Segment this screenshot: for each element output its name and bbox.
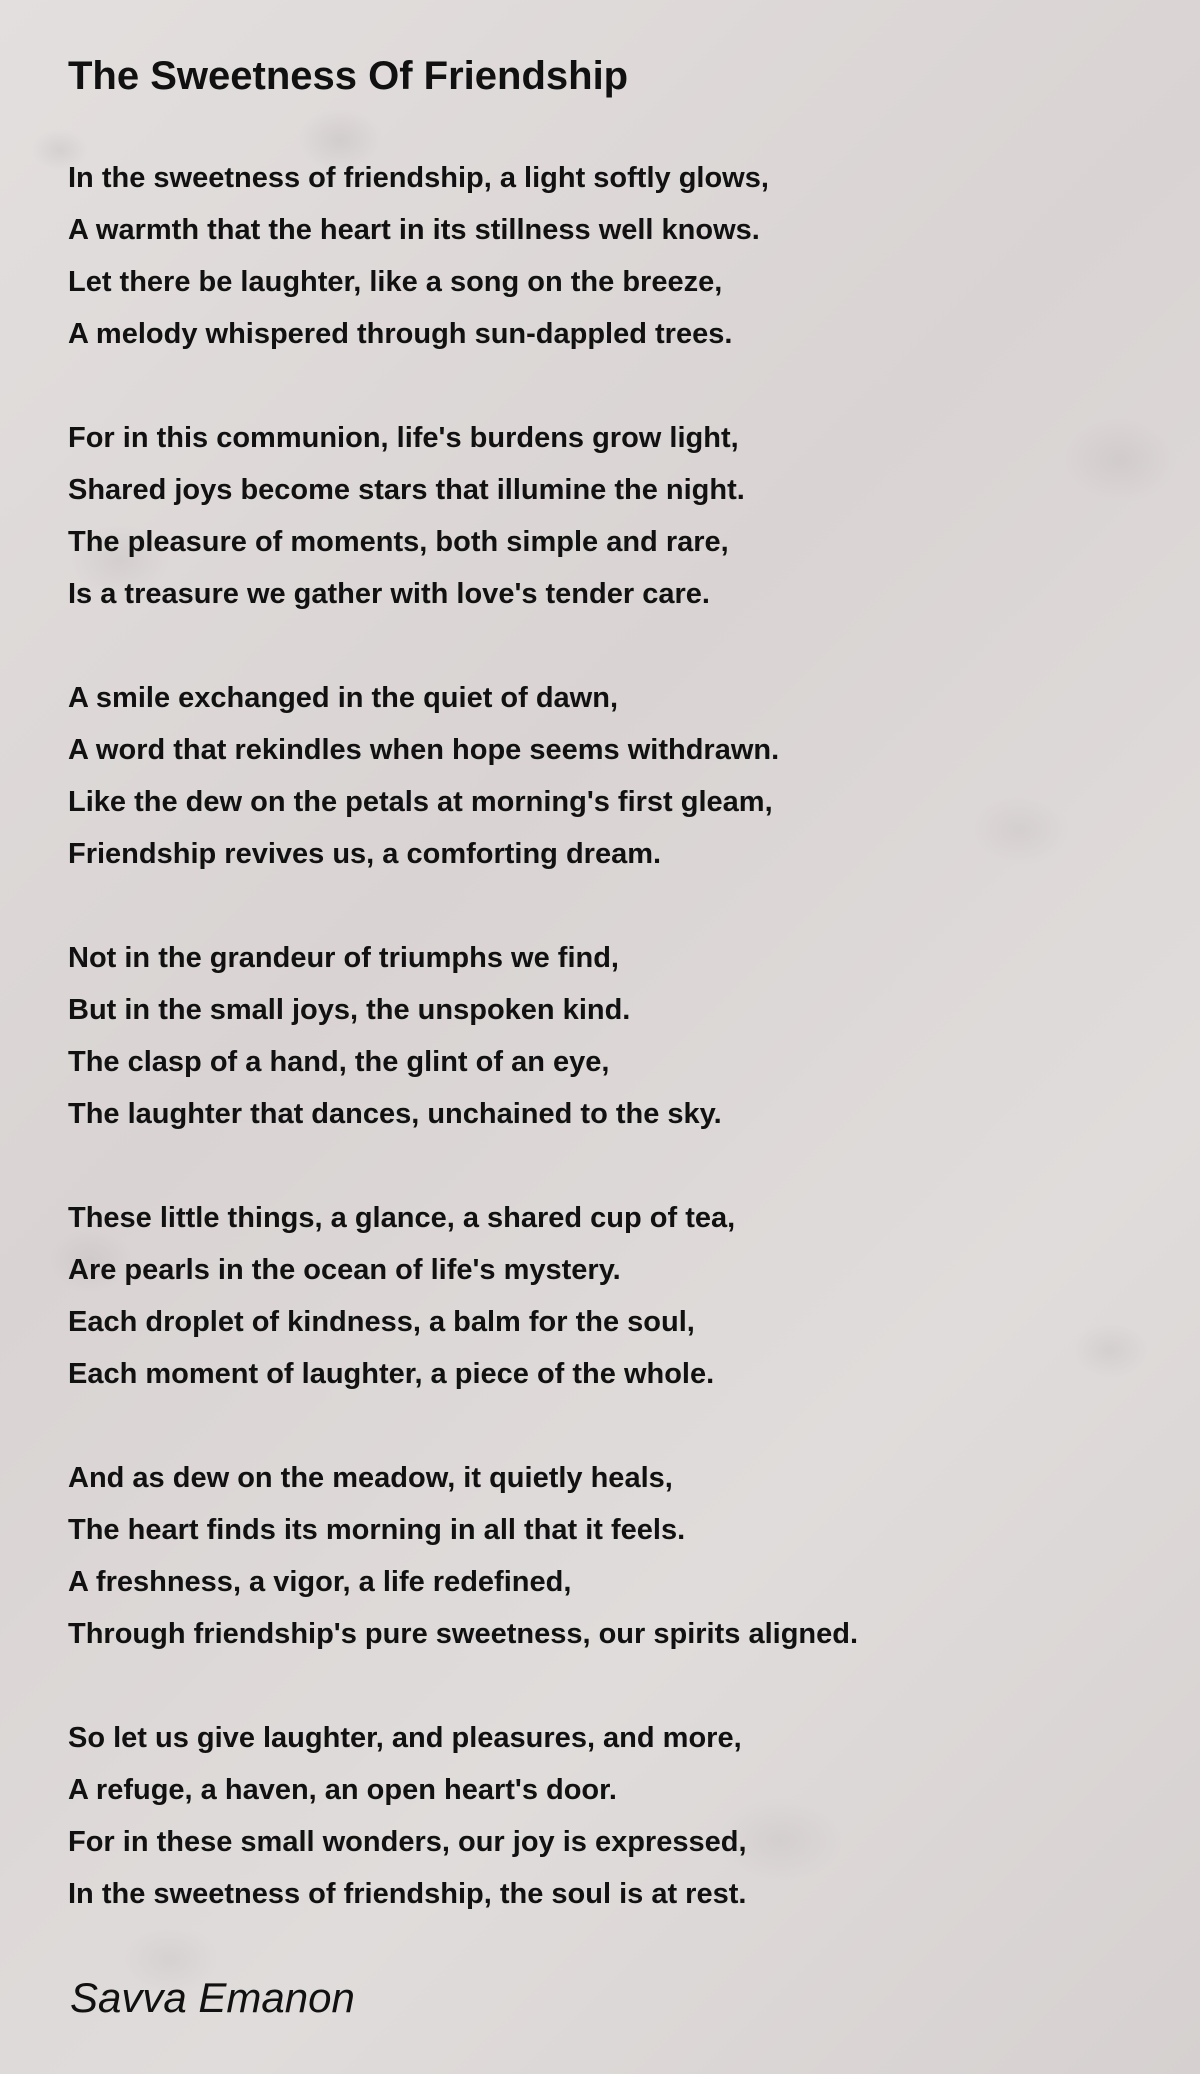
verse-line: Is a treasure we gather with love's tender care. xyxy=(68,578,710,610)
verse-line: The heart finds its morning in all that it feels. xyxy=(68,1514,686,1546)
stanza xyxy=(68,1712,1168,1920)
verse-line: Through friendship's pure sweetness, our spirits aligned. xyxy=(68,1618,859,1650)
verse-line: A freshness, a vigor, a life redefined, xyxy=(68,1566,572,1598)
verse-line: A word that rekindles when hope seems withdrawn. xyxy=(68,734,780,766)
poem-body xyxy=(68,152,1168,1972)
verse-line: Shared joys become stars that illumine the night. xyxy=(68,474,745,506)
verse-line: Each moment of laughter, a piece of the whole. xyxy=(68,1358,715,1390)
verse-line: In the sweetness of friendship, the soul is at rest. xyxy=(68,1878,747,1910)
verse-line: The clasp of a hand, the glint of an eye, xyxy=(68,1046,610,1078)
verse-line: But in the small joys, the unspoken kind. xyxy=(68,994,631,1026)
verse-line: A refuge, a haven, an open heart's door. xyxy=(68,1774,617,1806)
verse-line: A melody whispered through sun-dappled trees. xyxy=(68,318,733,350)
poem-title: The Sweetness Of Friendship xyxy=(68,54,629,98)
verse-line: The pleasure of moments, both simple and rare, xyxy=(68,526,729,558)
verse-line: A warmth that the heart in its stillness well knows. xyxy=(68,214,760,246)
verse-line: Like the dew on the petals at morning's first gleam, xyxy=(68,786,773,818)
poem-author: Savva Emanon xyxy=(70,1974,355,2021)
stanza xyxy=(68,1452,1168,1660)
verse-line: Each droplet of kindness, a balm for the soul, xyxy=(68,1306,695,1338)
stanza xyxy=(68,1192,1168,1400)
verse-line: Are pearls in the ocean of life's mystery. xyxy=(68,1254,621,1286)
verse-line: Friendship revives us, a comforting dream. xyxy=(68,838,662,870)
verse-line: For in these small wonders, our joy is expressed, xyxy=(68,1826,747,1858)
verse-line: These little things, a glance, a shared cup of tea, xyxy=(68,1202,736,1234)
verse-line: In the sweetness of friendship, a light softly glows, xyxy=(68,162,769,194)
stanza xyxy=(68,412,1168,620)
verse-line: And as dew on the meadow, it quietly heals, xyxy=(68,1462,673,1494)
verse-line: Let there be laughter, like a song on the breeze, xyxy=(68,266,723,298)
verse-line: The laughter that dances, unchained to the sky. xyxy=(68,1098,722,1130)
verse-line: A smile exchanged in the quiet of dawn, xyxy=(68,682,619,714)
verse-line: Not in the grandeur of triumphs we find, xyxy=(68,942,619,974)
stanza xyxy=(68,672,1168,880)
stanza xyxy=(68,932,1168,1140)
verse-line: So let us give laughter, and pleasures, and more, xyxy=(68,1722,742,1754)
verse-line: For in this communion, life's burdens grow light, xyxy=(68,422,739,454)
stanza xyxy=(68,152,1168,360)
